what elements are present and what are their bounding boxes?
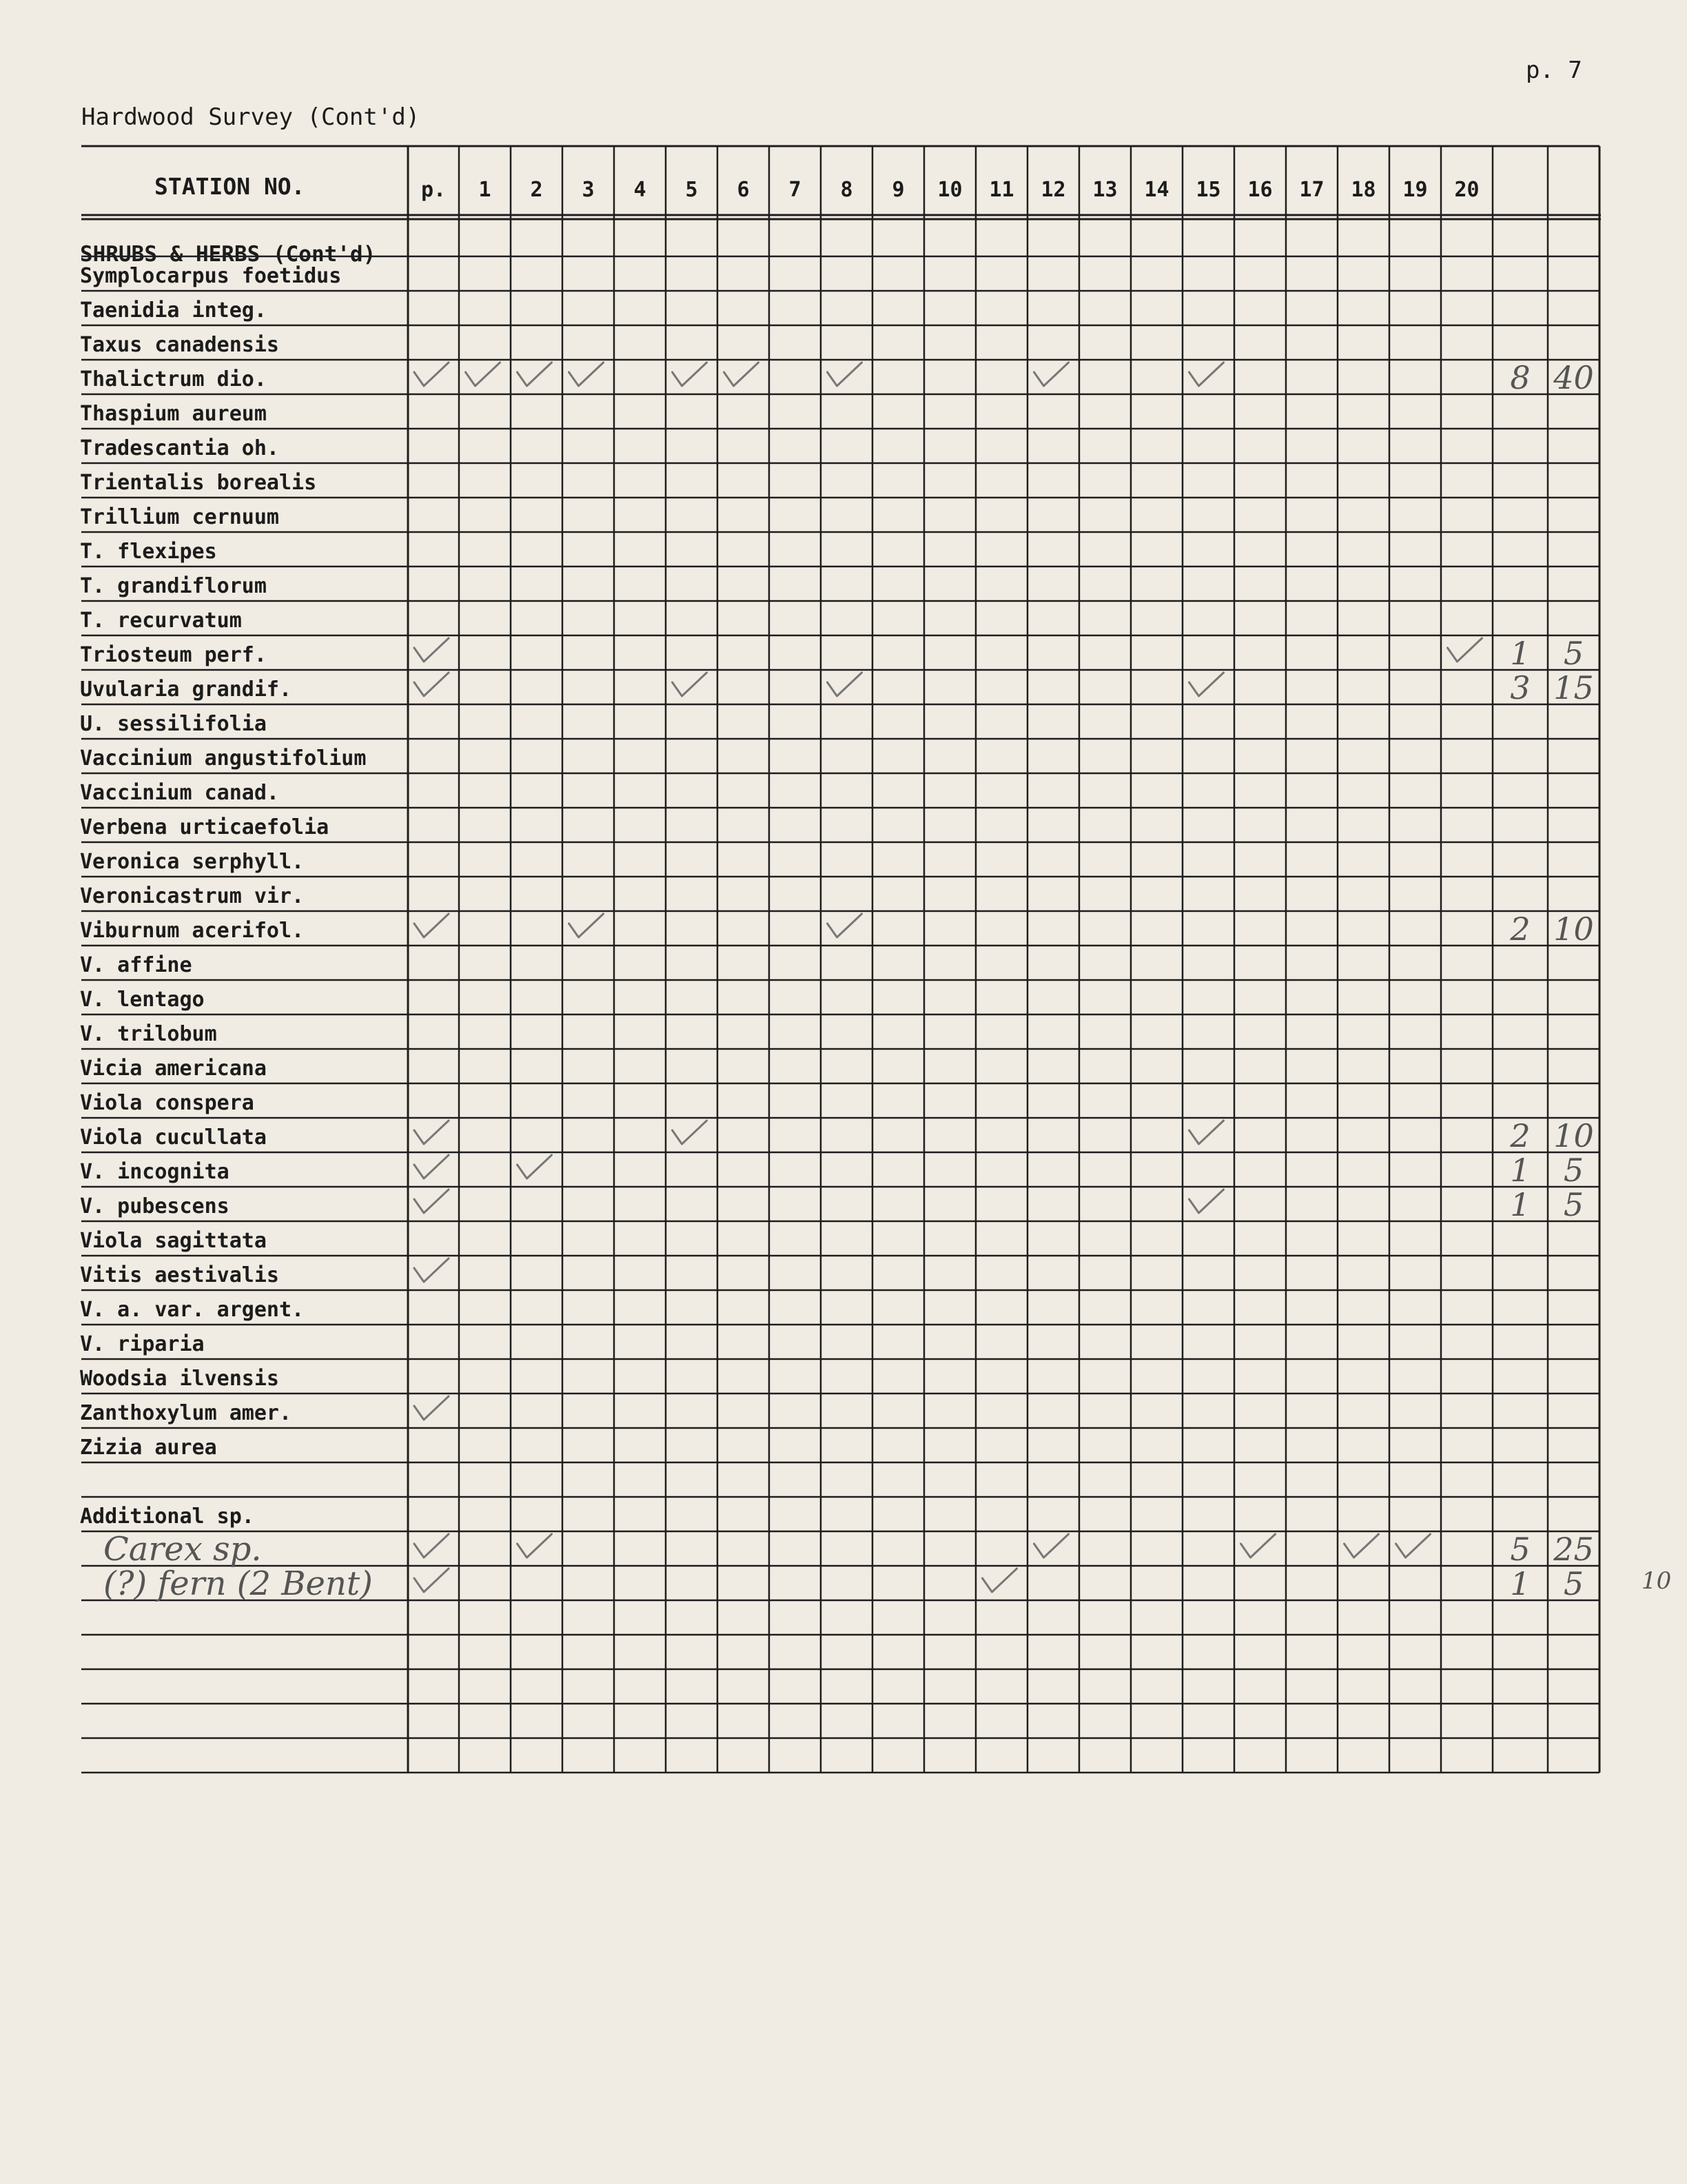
species-name: V. a. var. argent. bbox=[80, 1298, 305, 1322]
check-mark-icon bbox=[414, 1569, 449, 1592]
section-heading: SHRUBS & HERBS (Cont'd) bbox=[80, 242, 376, 267]
station-column-header: 14 bbox=[1144, 178, 1169, 202]
station-column-header: 6 bbox=[737, 178, 750, 202]
station-column-header: 8 bbox=[840, 178, 853, 202]
frequency-percent: 5 bbox=[1563, 1565, 1584, 1602]
species-name: V. incognita bbox=[80, 1160, 229, 1184]
species-name: Symplocarpus foetidus bbox=[80, 264, 342, 288]
frequency-percent: 25 bbox=[1553, 1531, 1594, 1568]
check-mark-icon bbox=[1345, 1534, 1379, 1558]
station-column-header: 19 bbox=[1402, 178, 1428, 202]
species-name: Viola conspera bbox=[80, 1091, 254, 1115]
occurrence-count: 1 bbox=[1510, 1186, 1531, 1223]
check-mark-icon bbox=[414, 914, 449, 937]
check-mark-icon bbox=[1189, 363, 1224, 386]
species-name: Uvularia grandif. bbox=[80, 677, 292, 702]
station-column-header: 1 bbox=[478, 178, 491, 202]
species-name: Zizia aurea bbox=[80, 1436, 217, 1460]
station-column-header: 13 bbox=[1092, 178, 1118, 202]
station-column-header: 2 bbox=[530, 178, 543, 202]
station-column-header: 11 bbox=[989, 178, 1014, 202]
species-name: Vaccinium angustifolium bbox=[80, 746, 367, 770]
check-mark-icon bbox=[1189, 673, 1224, 696]
check-mark-icon bbox=[569, 363, 604, 386]
station-column-header: 10 bbox=[937, 178, 963, 202]
check-mark-icon bbox=[673, 363, 707, 386]
check-mark-icon bbox=[414, 638, 449, 662]
check-mark-icon bbox=[414, 1258, 449, 1282]
station-column-header: 9 bbox=[892, 178, 905, 202]
station-column-header: 15 bbox=[1196, 178, 1221, 202]
check-mark-icon bbox=[1189, 1121, 1224, 1144]
species-name: T. recurvatum bbox=[80, 609, 242, 633]
species-name: Vaccinium canad. bbox=[80, 781, 279, 805]
frequency-percent: 5 bbox=[1563, 1186, 1584, 1223]
species-name: T. grandiflorum bbox=[80, 574, 267, 598]
check-mark-icon bbox=[414, 1190, 449, 1213]
check-mark-icon bbox=[828, 363, 862, 386]
station-column-header: 20 bbox=[1454, 178, 1480, 202]
species-name: Zanthoxylum amer. bbox=[80, 1401, 292, 1425]
frequency-percent: 5 bbox=[1563, 1152, 1584, 1189]
species-name: Viburnum acerifol. bbox=[80, 919, 305, 943]
check-mark-icon bbox=[518, 363, 552, 386]
check-mark-icon bbox=[673, 673, 707, 696]
species-name: Taenidia integ. bbox=[80, 298, 267, 323]
page-number: p. 7 bbox=[1526, 57, 1582, 84]
frequency-percent: 15 bbox=[1553, 669, 1594, 706]
frequency-percent: 5 bbox=[1563, 635, 1584, 672]
check-mark-icon bbox=[828, 673, 862, 696]
species-name: Trientalis borealis bbox=[80, 471, 317, 495]
check-mark-icon bbox=[673, 1121, 707, 1144]
check-mark-icon bbox=[414, 1121, 449, 1144]
species-name: Veronicastrum vir. bbox=[80, 884, 305, 908]
species-name: (?) fern (2 Bent) bbox=[103, 1564, 373, 1603]
check-mark-icon bbox=[414, 1396, 449, 1420]
frequency-percent: 10 bbox=[1553, 910, 1594, 948]
species-name: Vitis aestivalis bbox=[80, 1263, 279, 1287]
station-column-header: 17 bbox=[1299, 178, 1325, 202]
species-name: Taxus canadensis bbox=[80, 333, 279, 357]
species-name: Viola sagittata bbox=[80, 1229, 267, 1253]
species-name: Woodsia ilvensis bbox=[80, 1367, 279, 1391]
species-name: U. sessilifolia bbox=[80, 712, 267, 736]
station-no-label: STATION NO. bbox=[154, 173, 305, 200]
occurrence-count: 1 bbox=[1510, 1565, 1531, 1602]
station-column-header: 5 bbox=[685, 178, 698, 202]
species-name: Trillium cernuum bbox=[80, 505, 279, 529]
species-name: Veronica serphyll. bbox=[80, 850, 305, 874]
station-column-header: 3 bbox=[582, 178, 595, 202]
species-name: Additional sp. bbox=[80, 1504, 254, 1529]
species-name: Carex sp. bbox=[103, 1530, 262, 1569]
check-mark-icon bbox=[1448, 638, 1482, 662]
check-mark-icon bbox=[569, 914, 604, 937]
species-name: Viola cucullata bbox=[80, 1125, 267, 1150]
check-mark-icon bbox=[1034, 1534, 1069, 1558]
station-column-header: 7 bbox=[788, 178, 801, 202]
margin-note: 10 bbox=[1642, 1567, 1672, 1595]
station-column-header: 12 bbox=[1041, 178, 1066, 202]
species-name: V. riparia bbox=[80, 1332, 205, 1356]
occurrence-count: 3 bbox=[1510, 669, 1531, 706]
station-column-header: 16 bbox=[1247, 178, 1273, 202]
check-mark-icon bbox=[1189, 1190, 1224, 1213]
check-mark-icon bbox=[1241, 1534, 1276, 1558]
species-name: Tradescantia oh. bbox=[80, 436, 279, 460]
occurrence-count: 2 bbox=[1510, 910, 1531, 948]
check-mark-icon bbox=[518, 1155, 552, 1178]
check-mark-icon bbox=[414, 1155, 449, 1178]
species-name: Thaspium aureum bbox=[80, 402, 267, 426]
frequency-percent: 40 bbox=[1553, 359, 1594, 396]
species-name: Thalictrum dio. bbox=[80, 367, 267, 391]
occurrence-count: 5 bbox=[1510, 1531, 1531, 1568]
species-name: V. trilobum bbox=[80, 1022, 217, 1046]
check-mark-icon bbox=[414, 363, 449, 386]
occurrence-count: 8 bbox=[1510, 359, 1531, 396]
station-column-header: p. bbox=[420, 178, 447, 202]
frequency-percent: 10 bbox=[1553, 1117, 1594, 1154]
species-name: V. pubescens bbox=[80, 1194, 229, 1218]
species-name: V. lentago bbox=[80, 988, 205, 1012]
check-mark-icon bbox=[414, 1534, 449, 1558]
species-name: Triosteum perf. bbox=[80, 643, 267, 667]
check-mark-icon bbox=[518, 1534, 552, 1558]
check-mark-icon bbox=[466, 363, 500, 386]
check-mark-icon bbox=[1396, 1534, 1431, 1558]
occurrence-count: 1 bbox=[1510, 635, 1531, 672]
check-mark-icon bbox=[414, 673, 449, 696]
species-name: Vicia americana bbox=[80, 1057, 267, 1081]
species-name: Verbena urticaefolia bbox=[80, 815, 329, 839]
check-mark-icon bbox=[724, 363, 759, 386]
occurrence-count: 1 bbox=[1510, 1152, 1531, 1189]
station-column-header: 4 bbox=[633, 178, 646, 202]
station-column-header: 18 bbox=[1351, 178, 1376, 202]
occurrence-count: 2 bbox=[1510, 1117, 1531, 1154]
document-title: Hardwood Survey (Cont'd) bbox=[81, 103, 420, 131]
check-mark-icon bbox=[828, 914, 862, 937]
check-mark-icon bbox=[1034, 363, 1069, 386]
species-name: T. flexipes bbox=[80, 540, 217, 564]
species-name: V. affine bbox=[80, 953, 192, 977]
check-mark-icon bbox=[983, 1569, 1017, 1592]
